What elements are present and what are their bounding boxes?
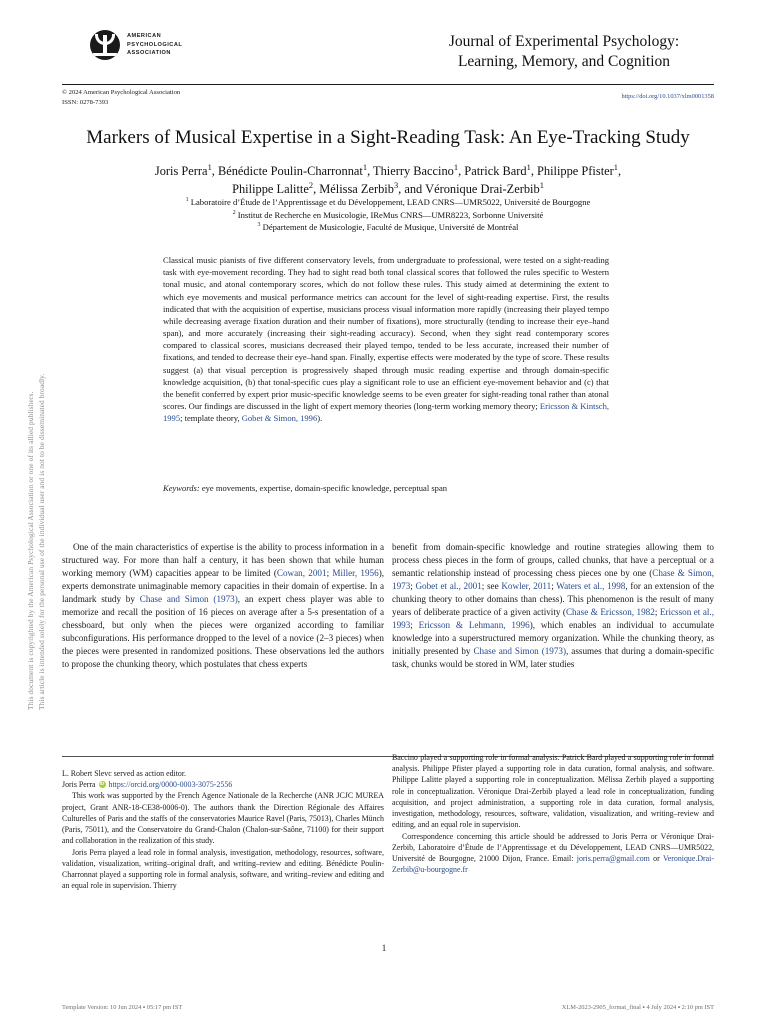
keywords-label: Keywords:	[163, 483, 200, 493]
body-right-citation-5[interactable]: Chase & Ericsson, 1982	[565, 606, 655, 617]
footer-template-version: Template Version: 10 Jun 2024 ▪ 05:17 pm IST	[62, 1004, 183, 1011]
credit-note-left: Joris Perra played a lead role in formal analysis, investigation, methodology, resources, software, validation, visualization, writing–original draft, and writing–review and editing. Bénédicte Poulin-Charronnat played a supporting role in formal analysis, software, and writing–review and editing and an equal role in supervision. Thierry	[62, 847, 384, 891]
abstract-citation-2[interactable]: Gobet & Simon, 1996	[241, 413, 318, 424]
masthead	[62, 26, 714, 92]
body-right-citation-7[interactable]: Ericsson & Lehmann, 1996	[418, 619, 530, 630]
abstract-citation-1[interactable]: Ericsson & Kintsch, 1995	[163, 401, 609, 424]
body-right-citation-6[interactable]: Ericsson et al., 1993	[392, 606, 714, 630]
footer-manuscript-id: XLM-2023-2905_format_final ▪ 4 July 2024 ▪ 2:10 pm IST	[561, 1004, 714, 1011]
body-left-citation-3[interactable]: Chase and Simon (1973)	[139, 593, 238, 604]
body-left-citation-2[interactable]: Miller, 1956	[332, 567, 379, 578]
copyright-text: © 2024 American Psychological Association	[62, 89, 181, 96]
body-right-citation-4[interactable]: Waters et al., 1998	[556, 580, 626, 591]
page-number: 1	[381, 943, 387, 953]
affiliation-2: $^2$ Institut de Recherche en Musicologie, IReMus CNRS—UMR8223, Sorbonne Université	[232, 209, 544, 220]
abstract-text-2: ; template theory,	[180, 413, 242, 424]
orcid-author-name: Joris Perra	[62, 780, 96, 790]
side-notice-line-2: This article is intended solely for the personal use of the individual user and is not to be disseminated broadly.	[37, 373, 46, 710]
affiliation-list	[62, 196, 714, 234]
apa-wordmark-line-1: AMERICAN	[127, 33, 162, 40]
body-right-sep-3: ;	[551, 580, 557, 591]
correspondence-email-2[interactable]: Veronique.Drai-Zerbib@u-bourgogne.fr	[392, 853, 714, 875]
correspondence-text-a: Correspondence concerning this article should be addressed to Joris Perra or Véronique Drai-Zerbib, Laboratoire d’Étude de l’Apprentissage et du Développement, LEAD CNRS—UMR5022, Université de Bourgogne, 21000 Dijon, France. Email:	[392, 831, 714, 863]
copyright-side-notice	[0, 248, 44, 718]
orcid-url[interactable]: https://orcid.org/0000-0003-3075-2556	[108, 780, 233, 790]
apa-emblem-bar	[93, 53, 117, 56]
journal-title	[414, 32, 714, 73]
body-left-text-c: , an expert chess player was able to memorize and recall the position of 16 pieces on average after a 5-s presentation of a chessboard, but only when the pieces were organized according to familiar subconfigurations. His performance dropped to the level of a novice (2–3 pieces) when the pieces were presented in randomized positions. These observations led the authors to propose the chunking theory, which postulates that chess experts	[62, 593, 385, 669]
funding-note: This work was supported by the French Agence Nationale de la Recherche (ANR JCJC MUREA project, Grant ANR-18-CE38-0006-0). The authors thank the Direction Régionale des Affaires Culturelles of Paris and the staffs of the conservatories Maurice Ravel (Paris, 75013), Charles Münch (Paris, 75011), and the Conservatoire du Grand-Chalon (Chalon-sur-Saône, 71100) for their support and collaboration in the realization of this study.	[62, 791, 384, 846]
body-left-citation-1[interactable]: Cowan, 2001	[276, 567, 327, 578]
journal-title-line-1: Journal of Experimental Psychology:	[448, 33, 680, 50]
copyright-block	[62, 88, 180, 107]
apa-emblem-icon	[90, 30, 120, 60]
body-right-citation-3[interactable]: Kowler, 2011	[501, 580, 552, 591]
keywords	[163, 483, 609, 493]
side-notice-line-1: This document is copyrighted by the American Psychological Association or one of its allied publishers.	[26, 391, 35, 710]
journal-title-line-2: Learning, Memory, and Cognition	[457, 53, 671, 71]
correspondence-note	[392, 831, 714, 876]
body-paragraph-right	[392, 541, 714, 671]
apa-wordmark-line-2: PSYCHOLOGICAL	[127, 41, 183, 48]
body-left-text-a: One of the main characteristics of expertise is the ability to process information in a structured way. For more than half a century, it has been shown that while human working memory (WM) capacities appear to be limited (	[62, 542, 384, 578]
masthead-divider	[62, 84, 714, 85]
affiliation-1: $^1$ Laboratoire d’Étude de l’Apprentissage et du Développement, LEAD CNRS—UMR5022, Université de Bourgogne	[185, 197, 591, 207]
author-list	[92, 163, 684, 198]
abstract-text-3: ).	[317, 413, 323, 424]
body-right-text-c: ), which enables an individual to accumulate knowledge into a superstructured memory organization. While the chunking theory, as initially presented by	[392, 619, 714, 656]
issn-text: ISSN: 0278-7393	[62, 98, 109, 106]
body-right-text-a: benefit from domain-specific knowledge and routine strategies allowing them to process chess pieces in the form of groups, called chunks, that have a perceptual or a semantic relationship instead of processing chess pieces one by one (	[392, 542, 714, 578]
body-right-sep-4: ;	[654, 606, 660, 617]
apa-logo	[90, 30, 182, 60]
orcid-line	[62, 779, 384, 790]
body-right-citation-1[interactable]: Chase & Simon, 1973	[392, 567, 714, 591]
abstract	[163, 254, 609, 424]
correspondence-text-b: or	[649, 853, 663, 863]
affiliation-3: $^3$ Département de Musicologie, Faculté de Musique, Université de Montréal	[257, 222, 519, 233]
apa-wordmark-line-3: ASSOCIATION	[127, 50, 171, 57]
footnote-column-left	[62, 768, 384, 891]
body-right-text-d: , assumes that during a domain-specific task, chunks would be stored in WM, later studies	[392, 645, 714, 669]
body-right-text-b: , for an extension of the chunking theory to other domains than chess). This phenomenon is the result of many years of deliberate practice of a given activity (	[392, 580, 714, 617]
author-line-1: Joris Perra$^1$, Bénédicte Poulin-Charronnat$^1$, Thierry Baccino$^1$, Patrick Bard$^1$, Philippe Pfister$^1$,	[154, 161, 622, 178]
body-right-sep-2: ; see	[481, 580, 502, 591]
apa-wordmark	[127, 32, 182, 57]
body-column-left	[62, 541, 384, 671]
body-right-citation-8[interactable]: Chase and Simon (1973)	[473, 645, 567, 656]
credit-note-right: Baccino played a supporting role in formal analysis. Patrick Bard played a supporting role in formal analysis. Philippe Pfister played a supporting role in data curation, formal analysis, and software. Philippe Lalitte played a supporting role in conceptualization. Mélissa Zerbib played a supporting role in conceptualization. Véronique Drai-Zerbib played a lead role in conceptualization, funding acquisition, and project administration, a supporting role in data curation, formal analysis, investigation, methodology, resources, software, validation, visualization, and writing–review and editing, and an equal role in supervision.	[392, 753, 714, 830]
body-column-right	[392, 541, 714, 671]
correspondence-email-1[interactable]: joris.perra@gmail.com	[576, 853, 650, 863]
footnote-column-right	[392, 752, 714, 875]
doi-link[interactable]: https://doi.org/10.1037/xlm0001358	[621, 93, 714, 100]
body-left-sep-1: ;	[326, 567, 333, 578]
body-left-text-b: ), experts demonstrate unimaginable memory capacities in their domain of expertise. In a landmark study by	[62, 567, 385, 604]
orcid-icon	[99, 781, 106, 788]
page-title: Markers of Musical Expertise in a Sight-Reading Task: An Eye-Tracking Study	[86, 127, 690, 148]
abstract-text: Classical music pianists of five different conservatory levels, from undergraduate to professional, were tested on a sight-reading task with eye-movement recording. They had to sight read both tonal classical scores that followed the rules specific to Western tonal music, and atonal contemporary scores, which do not follow these rules. This study aimed at determining the extent to which eye movements and musical performance metrics can account for the level of sight-reading expertise. First, the results indicated that with the acquisition of expertise, musicians process visual information more rapidly (increasing their played tempo while decreasing average fixation duration and their number of fixations), more structurally (tending to increase their eye–hand span), and more accurately (increasing their sight-reading accuracy). Second, when they sight read contemporary scores compared to classical scores, musicians decreased their played tempo, tended to be less accurate, increased their number of fixations, and tended to decrease their eye–hand span. Finally, expertise effects were moderated by the type of score. These results suggest (a) that visual perception is progressively shaped through music reading expertise and through domain-specific knowledge acquisition, (b) that tonal-specific cues play a significant role to use an efficient eye-movement behavior and (c) that the benefit conferred by expert prior music-specific knowledge seems to be even greater for sight-reading tonal rather than atonal scores. Our findings are discussed in the light of expert memory theories (long-term working memory theory;	[163, 255, 609, 412]
author-line-2: Philippe Lalitte$^2$, Mélissa Zerbib$^3$, and Véronique Drai-Zerbib$^1$	[232, 179, 544, 196]
body-right-sep-1: ;	[410, 580, 416, 591]
body-paragraph-left	[62, 541, 384, 671]
action-editor-note: L. Robert Slevc served as action editor.	[62, 769, 187, 778]
keywords-value: eye movements, expertise, domain-specific knowledge, perceptual span	[201, 483, 448, 493]
body-right-citation-2[interactable]: Gobet et al., 2001	[415, 580, 482, 591]
body-right-sep-5: ;	[410, 619, 419, 630]
